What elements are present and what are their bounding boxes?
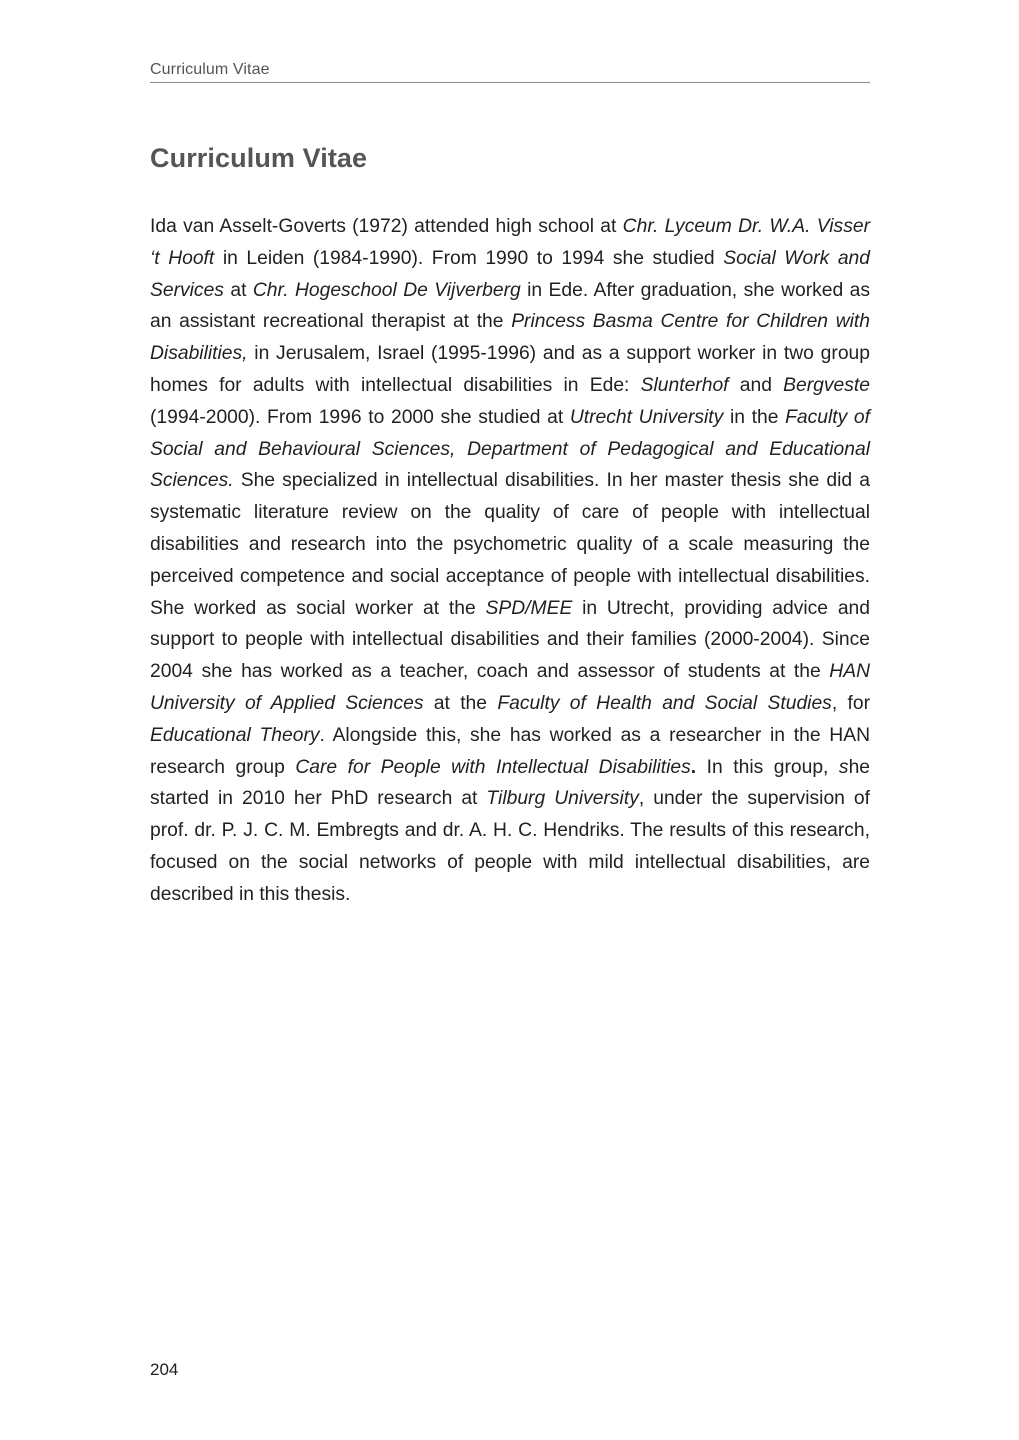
body-text-run: Ida van Asselt-Goverts (1972) attended high school at (150, 216, 623, 237)
body-italic-run: Bergveste (783, 374, 870, 396)
biography-paragraph (150, 211, 870, 911)
body-italic-run: HAN University of Applied Sciences (150, 661, 870, 714)
body-text-run: in Ede. After graduation, she worked as an assistant recreational therapist at the (150, 279, 870, 333)
body-italic-run: Educational Theory (150, 724, 320, 746)
body-bold-run: . (690, 756, 697, 778)
page-title: Curriculum Vitae (150, 143, 368, 173)
body-italic-run: SPD/MEE (485, 597, 573, 619)
body-italic-run: Tilburg University (486, 788, 639, 810)
body-text-run: and (728, 374, 784, 396)
body-italic-run: Social Work and Services (150, 247, 870, 301)
body-italic-run: Chr. Lyceum Dr. W.A. Visser ‘t Hooft (150, 216, 870, 269)
body-italic-run: Care for People with Intellectual Disabilities (295, 756, 691, 778)
body-italic-run: Chr. Hogeschool De Vijverberg (252, 279, 521, 301)
body-italic-run: Faculty of Social and Behavioural Sciences, Department of Pedagogical and Educational Sciences. (150, 406, 870, 492)
body-text-run: In this group, (696, 756, 839, 778)
body-text-run: at the (423, 692, 498, 714)
body-text-run: in Jerusalem, Israel (1995-1996) and as a support worker in two group homes for adults with intellectual disabilities in Ede: (150, 343, 870, 396)
body-italic-run: Faculty of Health and Social Studies (497, 692, 832, 714)
body-italic-run: s (838, 756, 849, 778)
body-text-run: , under the supervision of prof. dr. P. J. C. M. Embregts and dr. A. H. C. Hendriks. The results of this research, focused on the social networks of people with mild intellectual disabilities, are described in this thesis. (150, 788, 870, 905)
body-text-run: in the (723, 406, 786, 428)
body-italic-run: Utrecht University (569, 406, 724, 428)
page-number: 204 (150, 1360, 179, 1379)
body-text-run: (1994-2000). From 1996 to 2000 she studied at (150, 406, 570, 428)
body-text-run: in Leiden (1984-1990). From 1990 to 1994 she studied (214, 247, 724, 269)
body-italic-run: Slunterhof (640, 374, 729, 396)
body-italic-run: Princess Basma Centre for Children with Disabilities, (150, 311, 870, 365)
body-text-run: , for (831, 692, 870, 714)
running-header (150, 60, 870, 83)
running-header-title: Curriculum Vitae (150, 61, 270, 78)
body-text-run: at (223, 279, 253, 301)
body-text-run: in Utrecht, providing advice and support to people with intellectual disabilities and their families (2000-2004). Since 2004 she has worked as a teacher, coach and assessor of students at the (150, 597, 871, 683)
body-text-run: he started in 2010 her PhD research at (150, 756, 871, 810)
body-text-run: She specialized in intellectual disabilities. In her master thesis she did a systematic literature review on the quality of care of people with intellectual disabilities and research into the psychometric quality of a scale measuring the perceived competence and social acceptance of people with intellectual disabilities. She worked as social worker at the (150, 470, 870, 619)
body-text-run: . Alongside this, she has worked as a researcher in the HAN research group (150, 724, 870, 778)
